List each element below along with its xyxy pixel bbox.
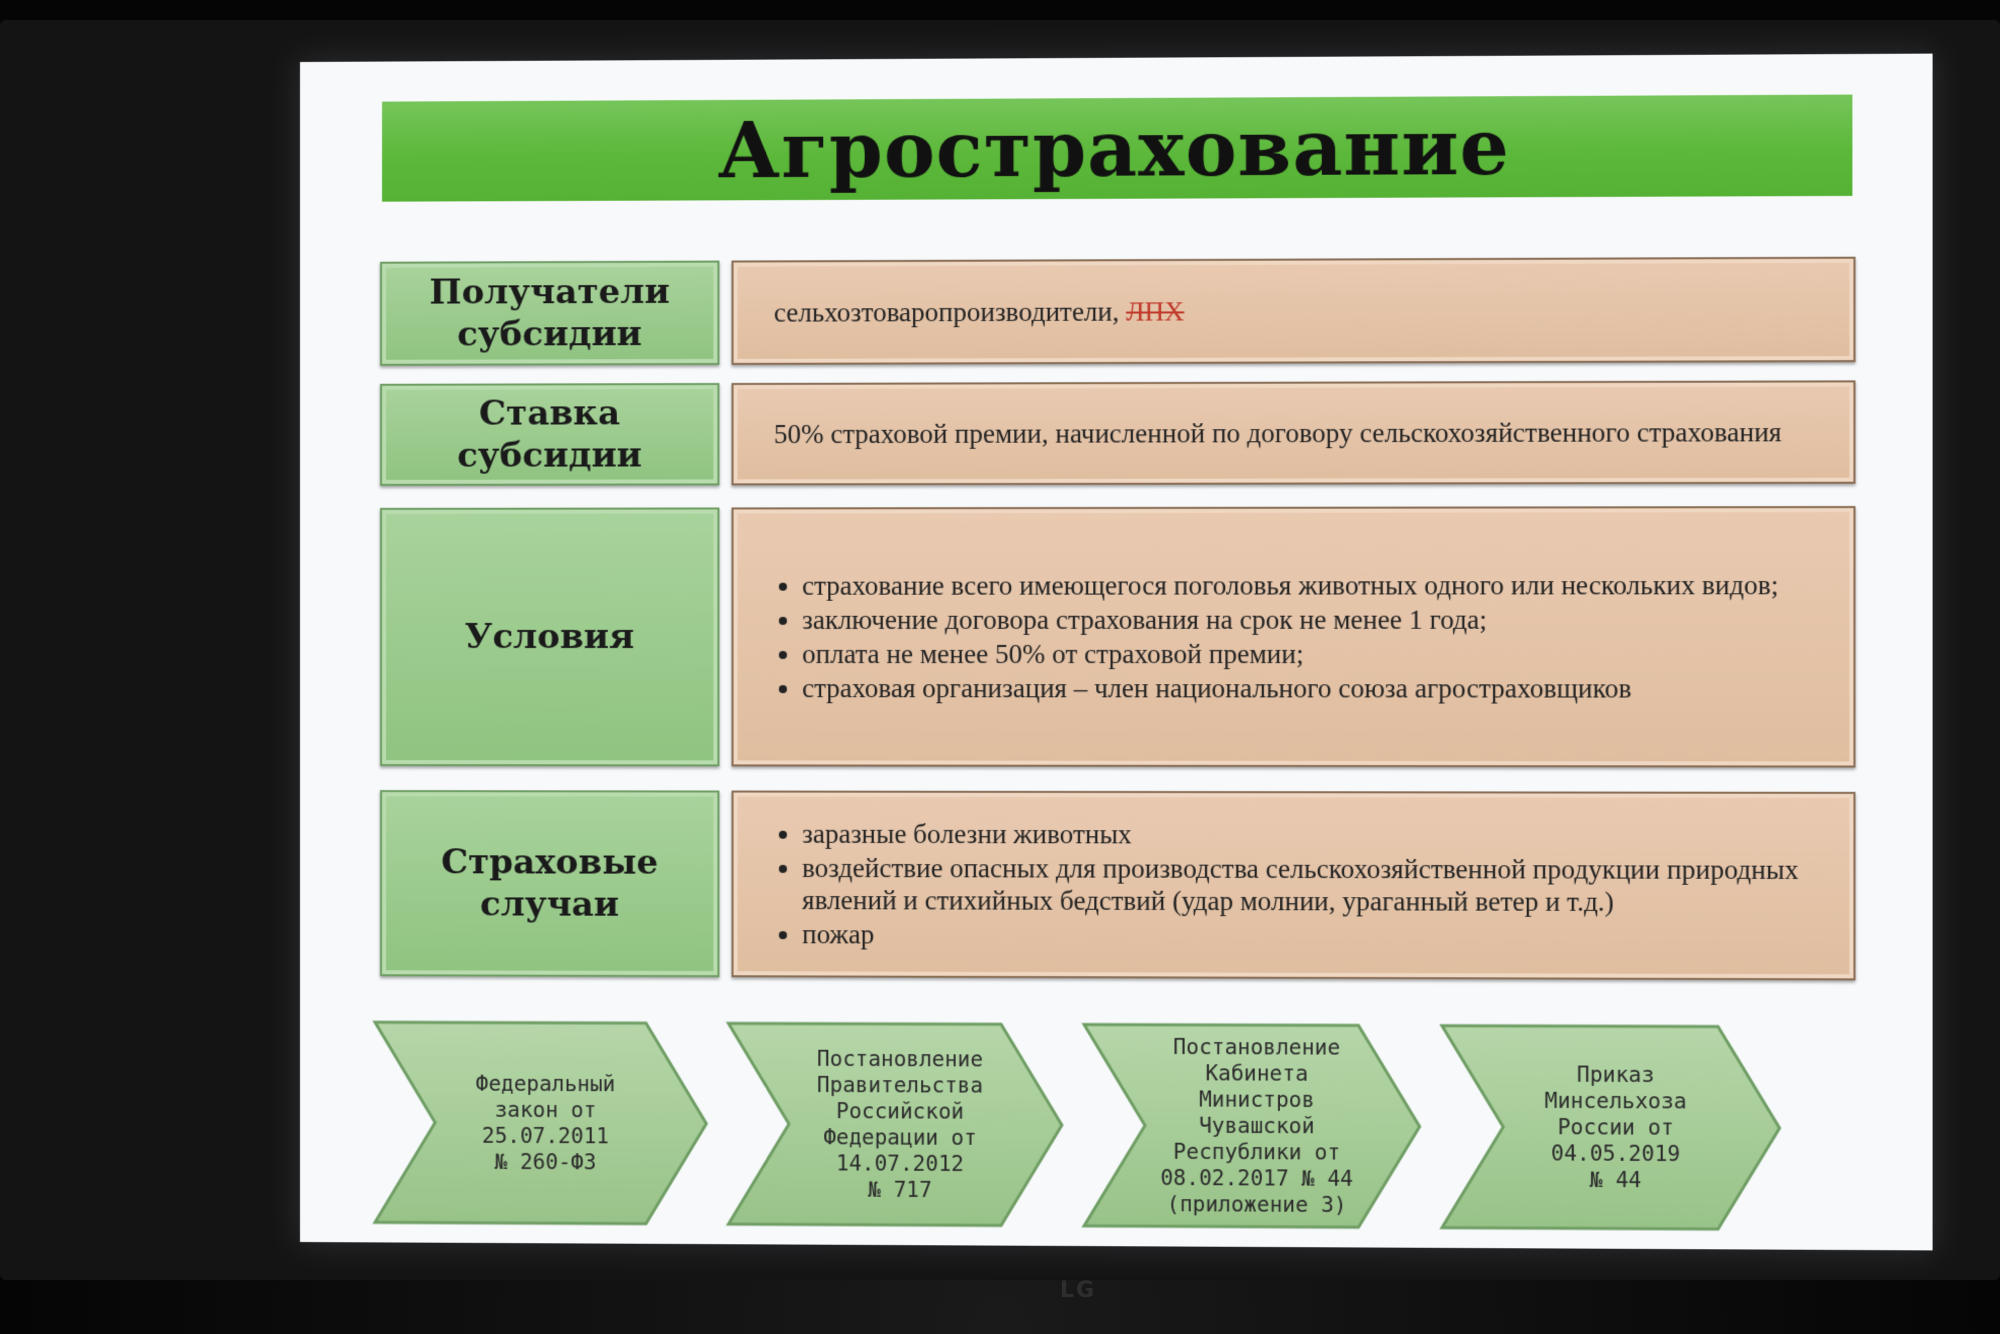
- list-item: • заразные болезни животных: [802, 818, 1812, 852]
- chevron-text-line: Федеральный: [475, 1071, 616, 1097]
- slide-title-bar: [382, 95, 1852, 202]
- chevron-text-line: Республики от: [1173, 1139, 1341, 1165]
- recipients-text: [774, 293, 1813, 328]
- chevron-text-line: Постановление: [1173, 1034, 1341, 1060]
- list-item: • воздействие опасных для производства сельскохозяйственной продукции природных явлений и стихийных бедствий (удар молнии, ураганный ветер и т.д.): [802, 852, 1812, 919]
- content-conditions: [732, 506, 1856, 768]
- list-item: • пожар: [802, 918, 1812, 953]
- chevron-text-line: № 717: [868, 1177, 932, 1203]
- chevron-text-line: 04.05.2019: [1551, 1141, 1681, 1167]
- chevron-text-line: Федерации от: [823, 1125, 977, 1150]
- presentation-slide: [300, 54, 1933, 1251]
- chevron-text-line: 08.02.2017 № 44: [1160, 1165, 1354, 1191]
- label-conditions: [380, 507, 719, 766]
- chevron-text-line: Российской: [836, 1099, 964, 1124]
- recipients-main-text: сельхозтоваропроизводители,: [773, 296, 1127, 328]
- label-subsidy-rate-text: Ставка субсидии: [457, 393, 643, 476]
- row-recipients: [380, 257, 1855, 366]
- chevron-text-line: № 260-ФЗ: [494, 1149, 597, 1175]
- content-insured-events: [732, 791, 1856, 981]
- chevron-4: [1442, 1026, 1780, 1230]
- label-insured-events: [380, 790, 719, 977]
- row-insured-events: [380, 790, 1855, 980]
- chevron-text-line: 14.07.2012: [836, 1151, 964, 1177]
- insured-events-list: [774, 816, 1813, 955]
- label-insured-events-text: Страховые случаи: [441, 842, 659, 925]
- chevron-text-line: закон от: [494, 1097, 597, 1123]
- conditions-list: [774, 567, 1813, 707]
- chevron-text-line: Минсельхоза: [1544, 1088, 1687, 1114]
- list-item: • страховая организация – член национального союза агростраховщиков: [802, 672, 1812, 705]
- content-recipients: [732, 257, 1856, 365]
- chevron-3: [1084, 1025, 1419, 1228]
- chevron-text-line: 25.07.2011: [482, 1123, 609, 1149]
- chevron-text-line: № 44: [1589, 1167, 1642, 1193]
- label-conditions-text: Условия: [464, 616, 635, 658]
- row-subsidy-rate: [380, 380, 1855, 486]
- monitor-brand-logo: LG: [1060, 1278, 1097, 1303]
- content-subsidy-rate: [732, 380, 1856, 485]
- chevron-text-line: Министров: [1198, 1087, 1315, 1113]
- row-conditions: [380, 506, 1855, 768]
- chevron-text-line: Чувашской: [1198, 1113, 1315, 1139]
- chevron-text-line: Постановление: [817, 1046, 984, 1072]
- chevron-text-line: Кабинета: [1205, 1061, 1309, 1086]
- subsidy-rate-text: 50% страховой премии, начисленной по договору сельскохозяйственного страхования: [773, 416, 1782, 450]
- recipients-struck-text: ЛПХ: [1126, 296, 1185, 327]
- list-item: • оплата не менее 50% от страховой премии;: [802, 638, 1812, 670]
- chevron-1: [375, 1022, 706, 1224]
- chevron-text-line: Правительства: [817, 1072, 984, 1098]
- chevron-text-line: (приложение 3): [1166, 1192, 1347, 1218]
- slide-title: Агрострахование: [717, 101, 1511, 195]
- chevron-text-line: России от: [1557, 1115, 1674, 1140]
- list-item: • заключение договора страхования на срок не менее 1 года;: [802, 603, 1812, 636]
- chevron-2: [729, 1023, 1062, 1225]
- label-subsidy-rate: [380, 383, 719, 486]
- chevron-text-line: Приказ: [1576, 1062, 1655, 1088]
- label-recipients-text: Получатели субсидии: [429, 271, 670, 355]
- label-recipients: [380, 261, 719, 366]
- legal-basis-chevrons: [370, 1017, 1881, 1235]
- list-item: • страхование всего имеющегося поголовья животных одного или нескольких видов;: [802, 569, 1812, 602]
